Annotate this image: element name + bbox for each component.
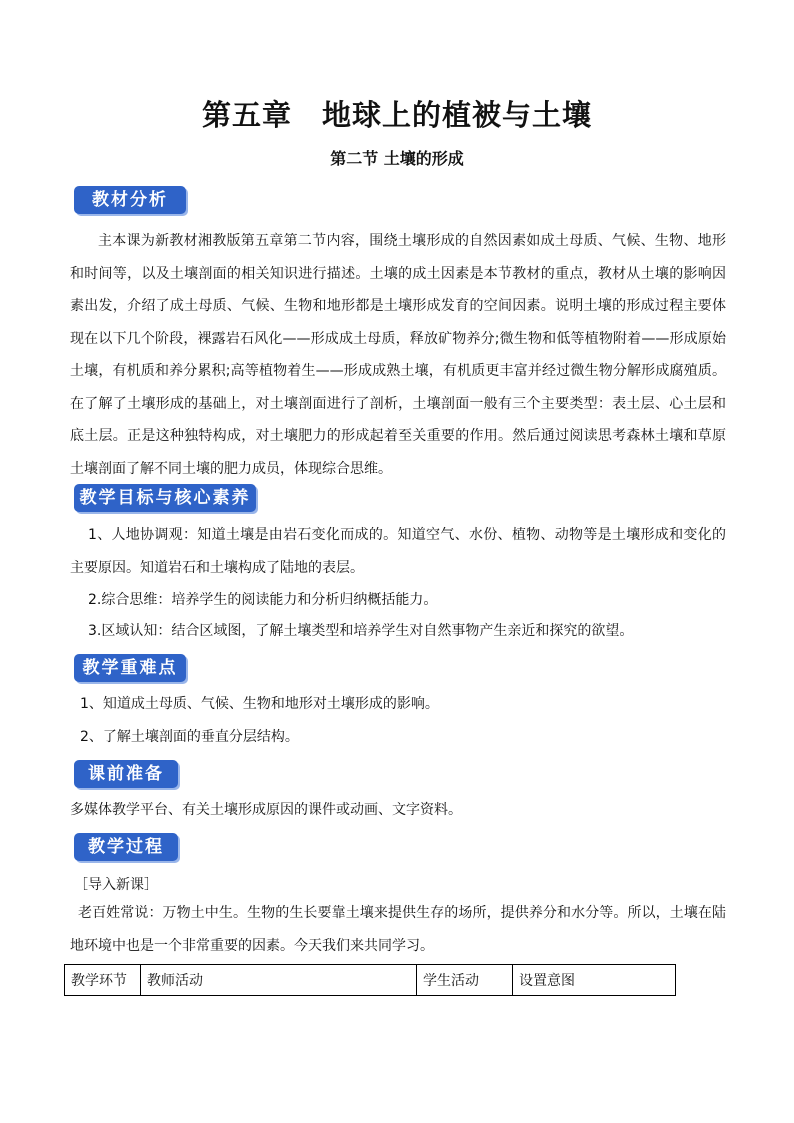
- section-tag-analysis: 教材分析: [74, 186, 186, 214]
- table-header-row: [65, 965, 676, 996]
- goal-item-3: 3.区域认知：结合区域图，了解土壤类型和培养学生对自然事物产生亲近和探究的欲望。: [88, 623, 634, 639]
- intro-label: ［导入新课］: [74, 877, 158, 893]
- key-point-1: 1、知道成土母质、气候、生物和地形对土壤形成的影响。: [80, 696, 439, 712]
- section-tag-process: 教学过程: [74, 833, 178, 861]
- table-header-cell: 学生活动: [417, 965, 513, 996]
- intro-paragraph: 老百姓常说：万物土中生。生物的生长要靠土壤来提供生存的场所，提供养分和水分等。所以，土壤在陆地环境中也是一个非常重要的因素。今天我们来共同学习。: [70, 905, 726, 954]
- table-header-cell: 设置意图: [513, 965, 676, 996]
- section-tag-prep: 课前准备: [74, 760, 178, 788]
- analysis-paragraph: 主本课为新教材湘教版第五章第二节内容，围绕土壤形成的自然因素如成土母质、气候、生物、地形和时间等，以及土壤剖面的相关知识进行描述。土壤的成土因素是本节教材的重点，教材从土壤的影响因素出发，介绍了成土母质、气候、生物和地形都是土壤形成发育的空间因素。说明土壤的形成过程主要体现在以下几个阶段，裸露岩石风化——形成成土母质，释放矿物养分;微生物和低等植物附着——形成原始土壤，有机质和养分累积;高等植物着生——形成成熟土壤，有机质更丰富并经过微生物分解形成腐殖质。在了解了土壤形成的基础上，对土壤剖面进行了剖析，土壤剖面一般有三个主要类型：表土层、心土层和底土层。正是这种独特构成，对土壤肥力的形成起着至关重要的作用。然后通过阅读思考森林土壤和草原土壤剖面了解不同土壤的肥力成员，体现综合思维。: [70, 233, 726, 477]
- process-table: [64, 964, 676, 996]
- key-point-2: 2、了解土壤剖面的垂直分层结构。: [80, 729, 299, 745]
- prep-text: 多媒体教学平台、有关土壤形成原因的课件或动画、文字资料。: [70, 802, 462, 818]
- chapter-title: 第五章 地球上的植被与土壤: [201, 98, 592, 132]
- goal-item-2: 2.综合思维：培养学生的阅读能力和分析归纳概括能力。: [88, 592, 438, 608]
- goal-item-1: 1、人地协调观：知道土壤是由岩石变化而成的。知道空气、水份、植物、动物等是土壤形成和变化的主要原因。知道岩石和土壤构成了陆地的表层。: [70, 527, 726, 576]
- section-tag-key-points: 教学重难点: [74, 654, 186, 682]
- table-header-cell: 教学环节: [65, 965, 141, 996]
- table-header-cell: 教师活动: [141, 965, 417, 996]
- section-tag-goals: 教学目标与核心素养: [74, 484, 256, 512]
- section-subtitle: 第二节 土壤的形成: [330, 149, 464, 168]
